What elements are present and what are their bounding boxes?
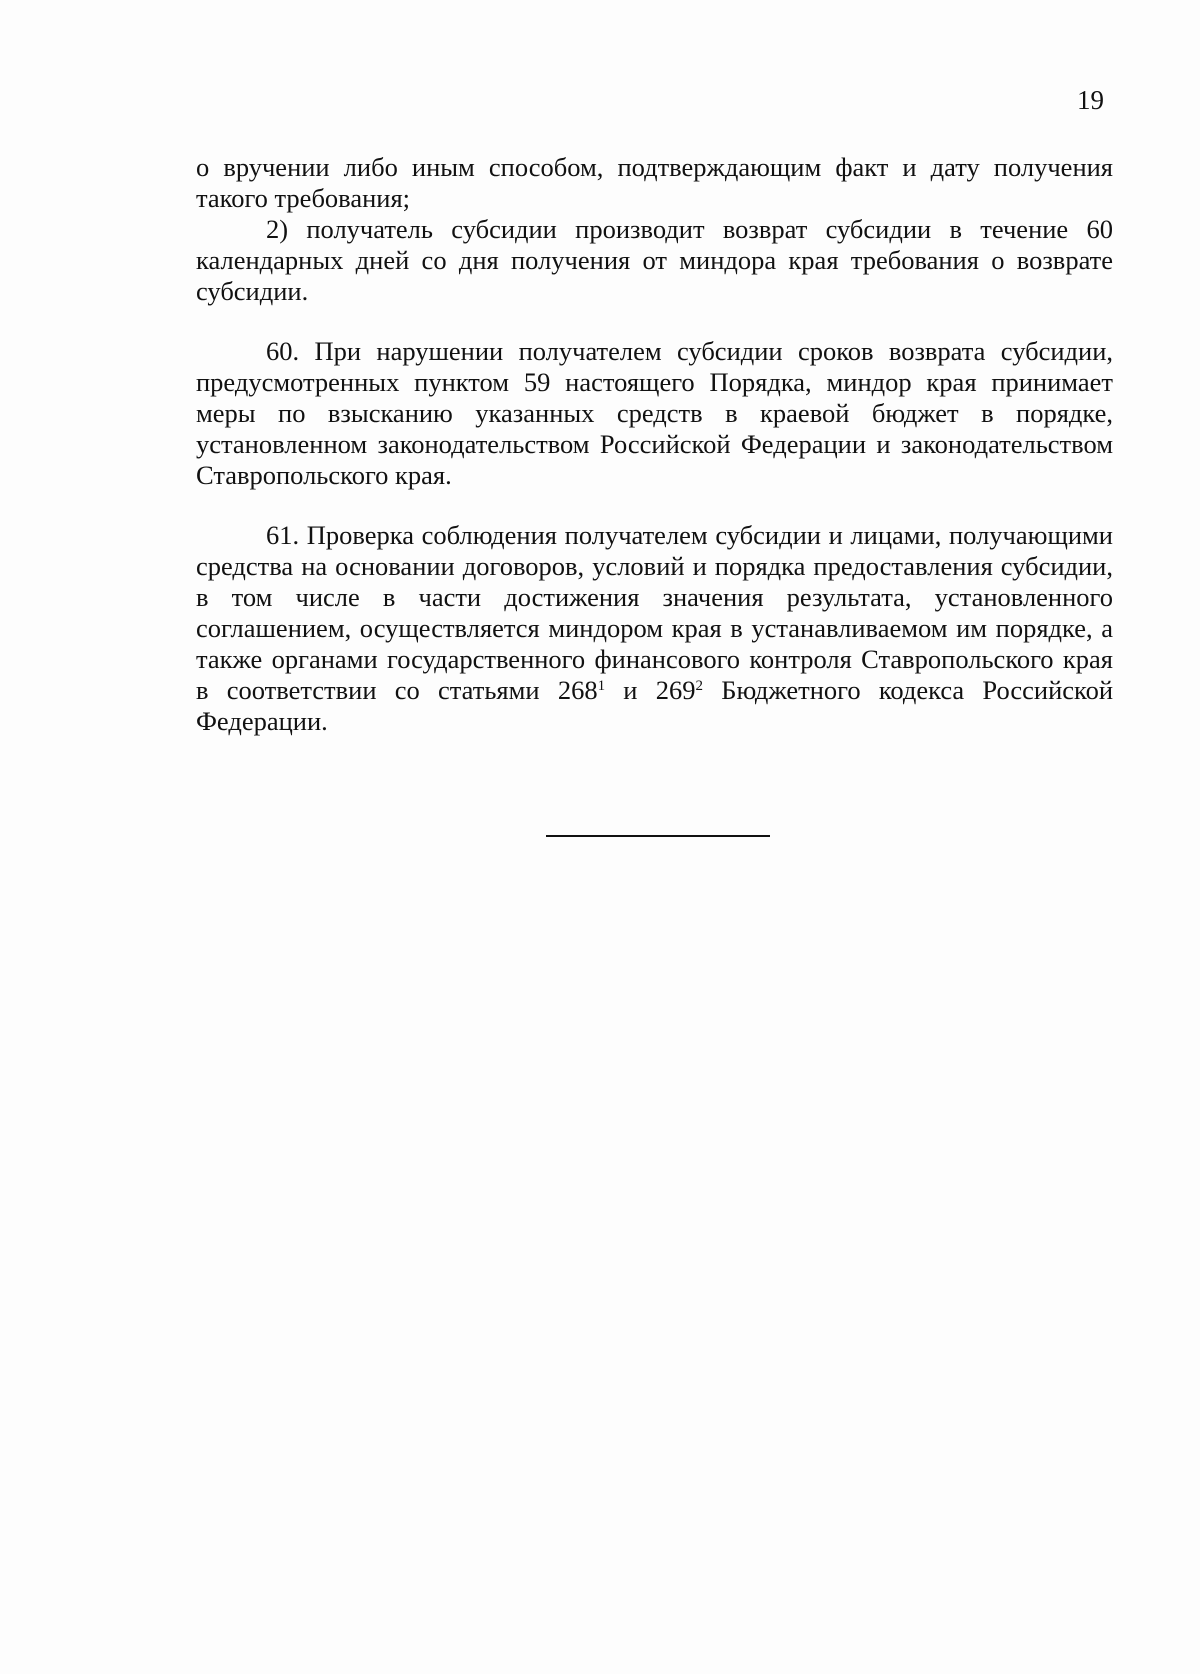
paragraph-61	[196, 520, 1113, 737]
article-268: 268	[557, 675, 598, 705]
article-conjunction: и	[605, 675, 656, 705]
paragraph-continuation: о вручении либо иным способом, подтверждающим факт и дату получения такого требования;	[196, 152, 1113, 213]
article-269-superscript: 2	[695, 678, 703, 694]
page-number: 19	[1077, 85, 1104, 115]
article-269: 269	[655, 675, 696, 705]
paragraph-61-text: 61. Проверка соблюдения получателем субсидии и лицами, получающими средства на основании договоров, условий и порядка предоставления субсидии, в том числе в части достижения значения результата, установленного соглашением, осуществляется миндором края в устанавливаемом им порядке, а также органами государственного финансового контроля Ставропольского края в соответствии со статьями	[196, 520, 1113, 705]
article-268-superscript: 1	[597, 678, 606, 694]
paragraph-61-ending: Бюджетного кодекса Российской Федерации.	[196, 675, 1114, 736]
end-of-document-rule	[546, 835, 770, 837]
paragraph-60: 60. При нарушении получателем субсидии сроков возврата субсидии, предусмотренных пунктом 59 настоящего Порядка, миндор края принимает меры по взысканию указанных средств в краевой бюджет в порядке, установленном законодательством Российской Федерации и законодательством Ставропольского края.	[196, 336, 1113, 490]
paragraph-item-2: 2) получатель субсидии производит возврат субсидии в течение 60 календарных дней со дня получения от миндора края требования о возврате субсидии.	[196, 214, 1113, 306]
document-body	[196, 152, 1113, 737]
